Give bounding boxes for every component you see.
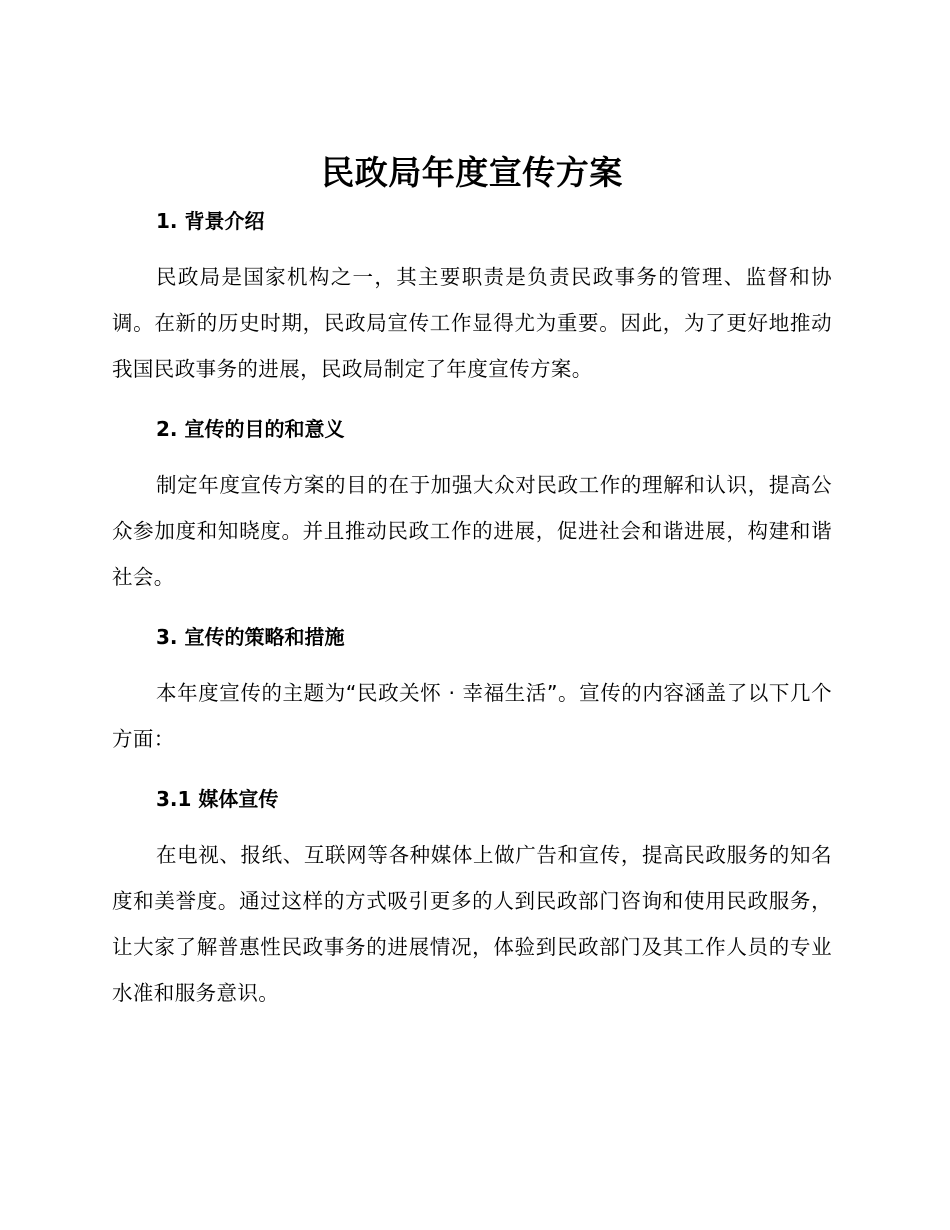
section-purpose	[112, 416, 832, 624]
section-heading: 3.1 媒体宣传	[156, 787, 279, 811]
section-background	[112, 208, 832, 416]
section-paragraph: 本年度宣传的主题为“民政关怀 · 幸福生活”。宣传的内容涵盖了以下几个方面：	[112, 681, 832, 751]
section-paragraph: 在电视、报纸、互联网等各种媒体上做广告和宣传，提高民政服务的知名度和美誉度。通过这样的方式吸引更多的人到民政部门咨询和使用民政服务，让大家了解普惠性民政事务的进展情况，体验到民政部门及其工作人员的专业水准和服务意识。	[112, 843, 832, 1005]
section-paragraph: 制定年度宣传方案的目的在于加强大众对民政工作的理解和认识，提高公众参加度和知晓度。并且推动民政工作的进展，促进社会和谐进展，构建和谐社会。	[112, 473, 832, 589]
section-heading: 1. 背景介绍	[156, 209, 265, 233]
section-paragraph: 民政局是国家机构之一，其主要职责是负责民政事务的管理、监督和协调。在新的历史时期，民政局宣传工作显得尤为重要。因此，为了更好地推动我国民政事务的进展，民政局制定了年度宣传方案。	[112, 265, 832, 381]
section-strategy	[112, 624, 832, 786]
section-heading: 3. 宣传的策略和措施	[156, 625, 345, 649]
document-title: 民政局年度宣传方案	[321, 153, 623, 192]
section-heading: 2. 宣传的目的和意义	[156, 417, 345, 441]
document-page	[112, 150, 832, 1016]
section-media	[112, 786, 832, 1016]
